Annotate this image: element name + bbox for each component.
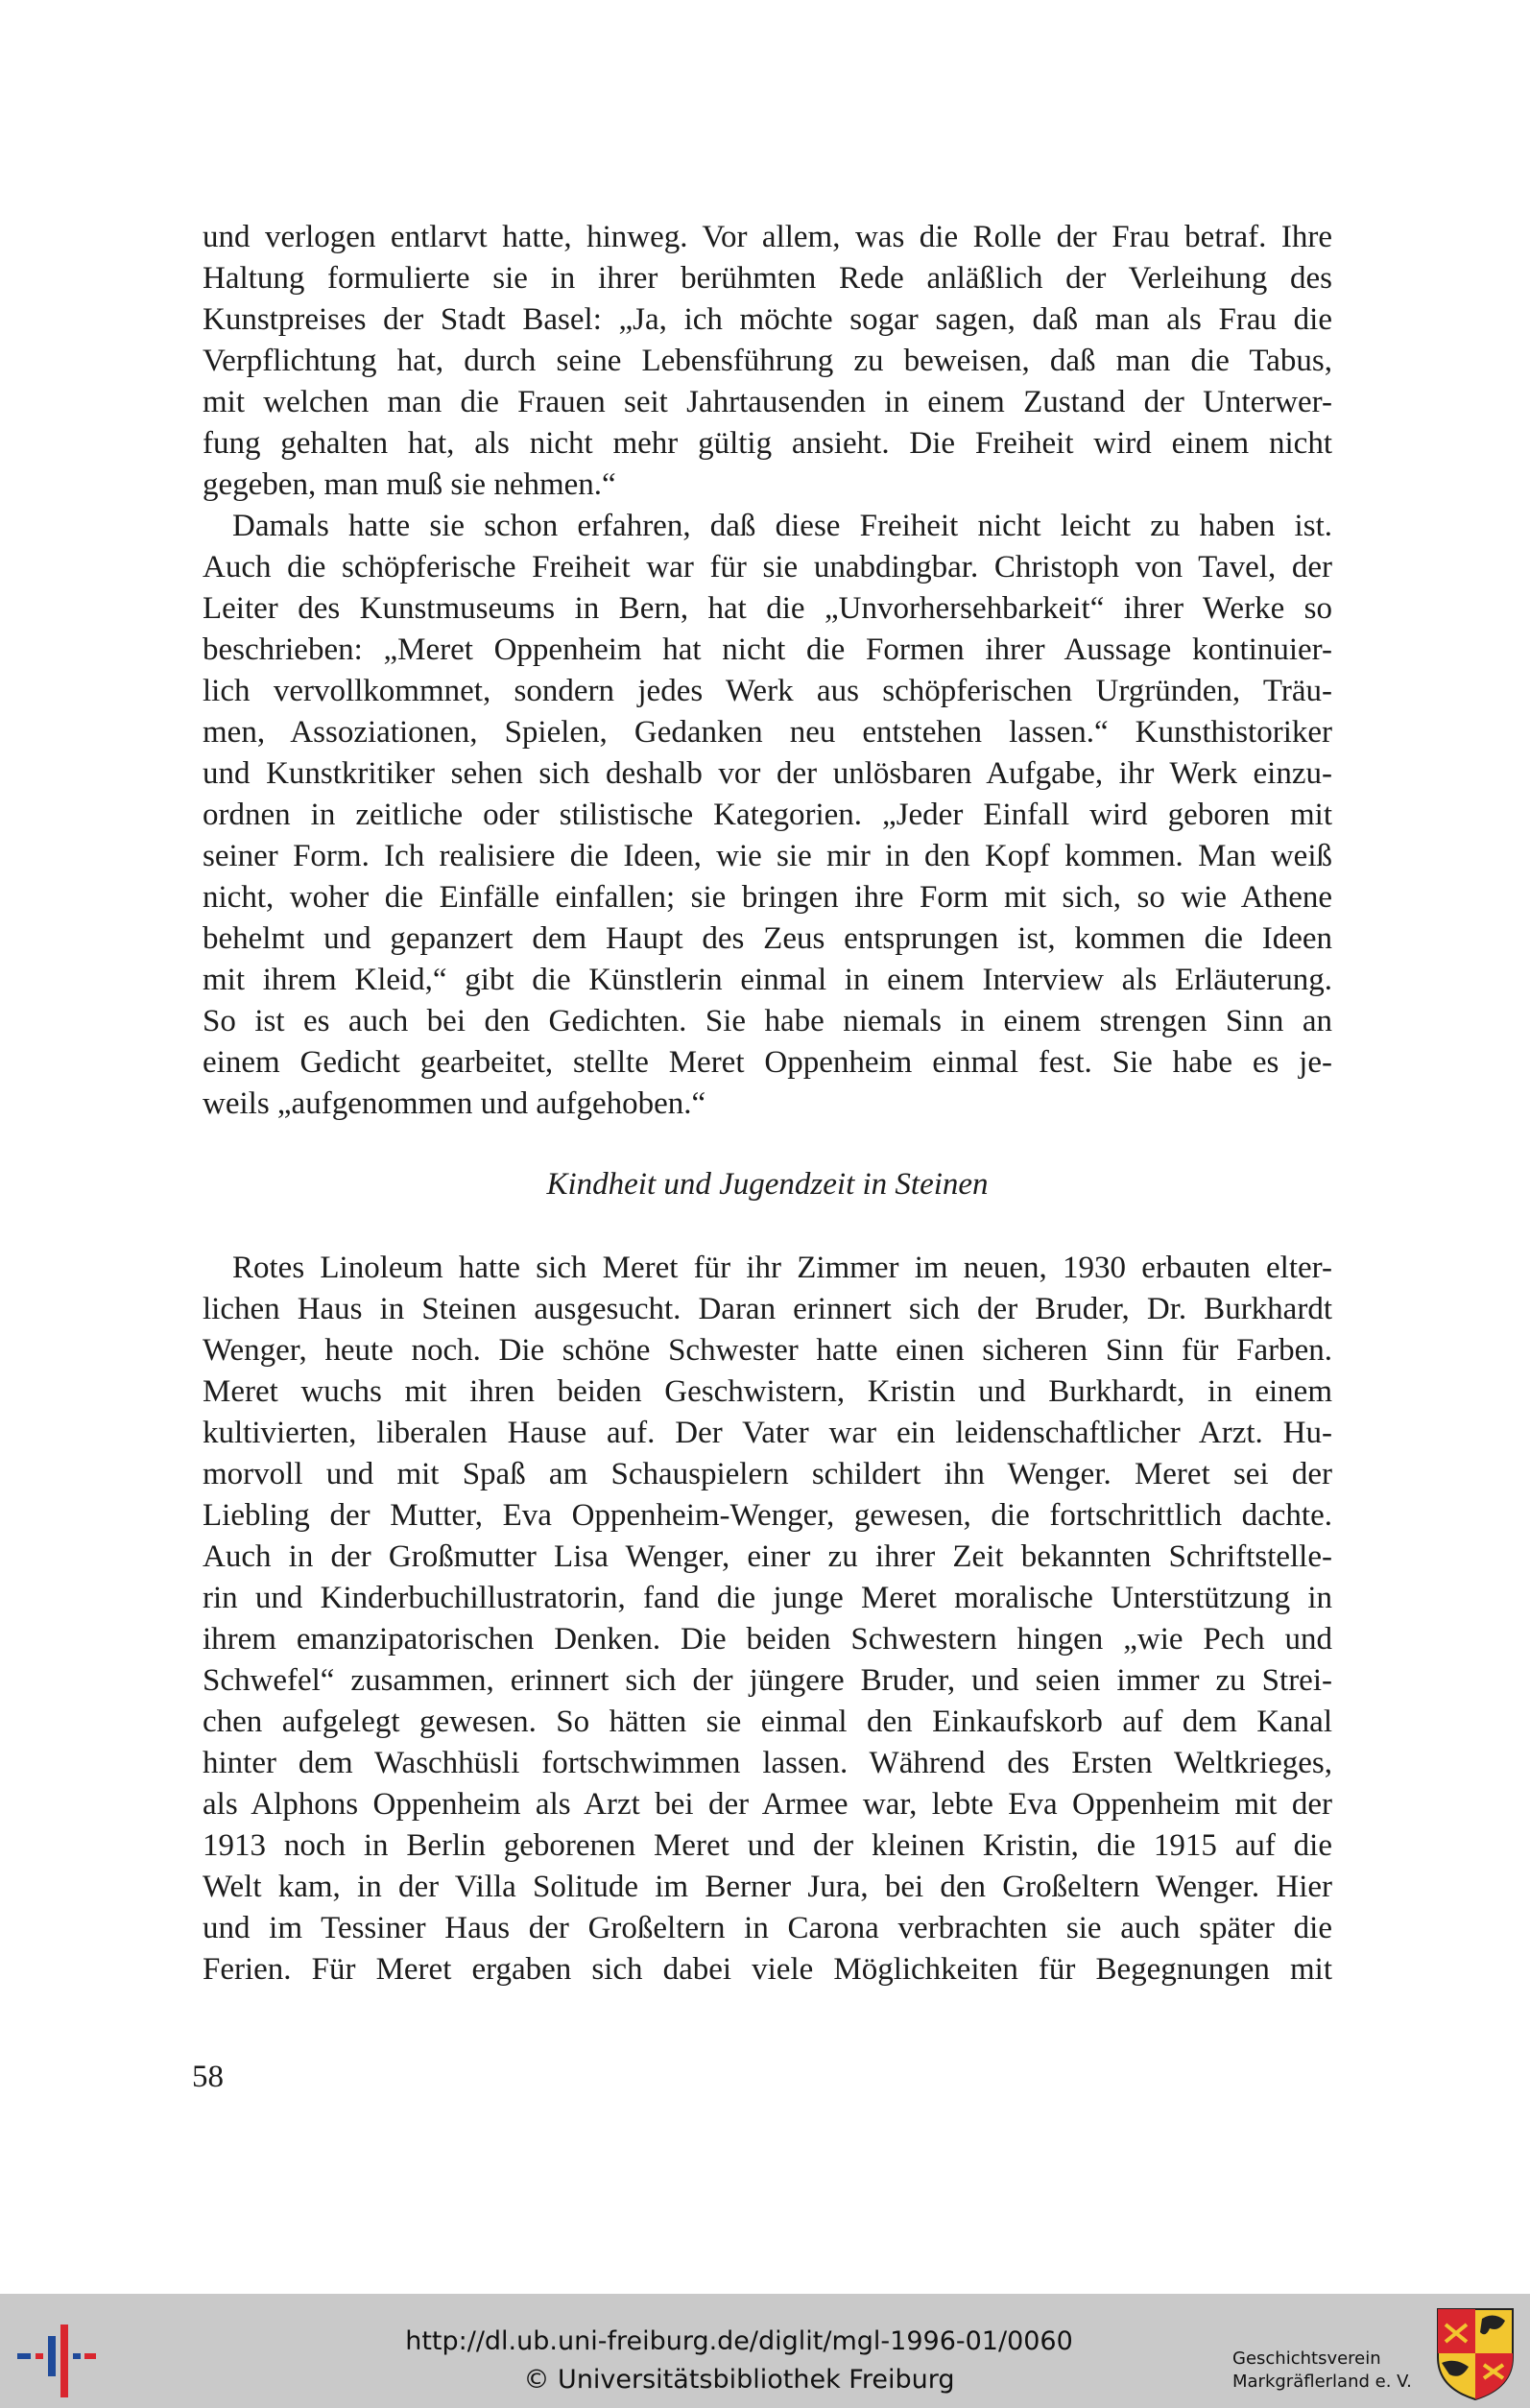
text-line: hinter dem Waschhüsli fortschwimmen lassen. Während des Ersten Weltkrieges, xyxy=(203,1746,1332,1780)
text-line: men, Assoziationen, Spielen, Gedanken neu entstehen lassen.“ Kunsthistoriker xyxy=(203,715,1332,750)
text-line: Schwefel“ zusammen, erinnert sich der jüngere Bruder, und seien immer zu Strei- xyxy=(203,1663,1332,1698)
text-line: und verlogen entlarvt hatte, hinweg. Vor allem, was die Rolle der Frau betraf. Ihre xyxy=(203,220,1332,254)
text-line: Meret wuchs mit ihren beiden Geschwistern, Kristin und Burkhardt, in einem xyxy=(203,1374,1332,1409)
text-line: lich vervollkommnet, sondern jedes Werk aus schöpferischen Urgründen, Träu- xyxy=(203,674,1332,708)
society-name-line1: Geschichtsverein xyxy=(1232,2348,1381,2369)
text-line: fung gehalten hat, als nicht mehr gültig ansieht. Die Freiheit wird einem nicht xyxy=(203,426,1332,461)
text-line: ihrem emanzipatorischen Denken. Die beiden Schwestern hingen „wie Pech und xyxy=(203,1622,1332,1657)
text-line: Leiter des Kunstmuseums in Bern, hat die „Unvorhersehbarkeit“ ihrer Werke so xyxy=(203,591,1332,626)
coat-of-arms-icon xyxy=(1436,2307,1515,2401)
text-line: Kunstpreises der Stadt Basel: „Ja, ich möchte sogar sagen, daß man als Frau die xyxy=(203,302,1332,337)
text-line: mit welchen man die Frauen seit Jahrtausenden in einem Zustand der Unterwer- xyxy=(203,385,1332,419)
text-line: kultivierten, liberalen Hause auf. Der Vater war ein leidenschaftlicher Arzt. Hu- xyxy=(203,1416,1332,1450)
text-line: Auch in der Großmutter Lisa Wenger, einer zu ihrer Zeit bekannten Schriftstelle- xyxy=(203,1539,1332,1574)
text-line: und Kunstkritiker sehen sich deshalb vor der unlösbaren Aufgabe, ihr Werk einzu- xyxy=(203,756,1332,791)
text-line: Ferien. Für Meret ergaben sich dabei viele Möglichkeiten für Begegnungen mit xyxy=(203,1952,1332,1987)
source-url-link[interactable]: http://dl.ub.uni-freiburg.de/diglit/mgl-1996-01/0060 xyxy=(405,2326,1073,2356)
text-line: morvoll und mit Spaß am Schauspielern schildert ihn Wenger. Meret sei der xyxy=(203,1457,1332,1491)
text-line: gegeben, man muß sie nehmen.“ xyxy=(203,467,616,502)
text-line: rin und Kinderbuchillustratorin, fand die junge Meret moralische Unterstützung in xyxy=(203,1581,1332,1615)
text-line: seiner Form. Ich realisiere die Ideen, wie sie mir in den Kopf kommen. Man weiß xyxy=(203,839,1332,873)
text-line: mit ihrem Kleid,“ gibt die Künstlerin einmal in einem Interview als Erläuterung. xyxy=(203,963,1332,997)
section-heading: Kindheit und Jugendzeit in Steinen xyxy=(546,1167,989,1202)
society-name xyxy=(1232,2348,1412,2394)
text-line: einem Gedicht gearbeitet, stellte Meret Oppenheim einmal fest. Sie habe es je- xyxy=(203,1045,1332,1080)
text-line: und im Tessiner Haus der Großeltern in Carona verbrachten sie auch später die xyxy=(203,1911,1332,1945)
society-name-line2: Markgräflerland e. V. xyxy=(1232,2372,1412,2392)
text-line: als Alphons Oppenheim als Arzt bei der Armee war, lebte Eva Oppenheim mit der xyxy=(203,1787,1332,1822)
paragraph-1 xyxy=(203,217,1332,506)
text-line: Welt kam, in der Villa Solitude im Berner Jura, bei den Großeltern Wenger. Hier xyxy=(203,1870,1332,1904)
text-line: Auch die schöpferische Freiheit war für sie unabdingbar. Christoph von Tavel, der xyxy=(203,550,1332,584)
text-line: nicht, woher die Einfälle einfallen; sie bringen ihre Form mit sich, so wie Athene xyxy=(203,880,1332,915)
text-line: lichen Haus in Steinen ausgesucht. Daran erinnert sich der Bruder, Dr. Burkhardt xyxy=(203,1292,1332,1326)
text-line: Wenger, heute noch. Die schöne Schwester hatte einen sicheren Sinn für Farben. xyxy=(203,1333,1332,1368)
text-line: chen aufgelegt gewesen. So hätten sie einmal den Einkaufskorb auf dem Kanal xyxy=(203,1705,1332,1739)
copyright-text: © Universitätsbibliothek Freiburg xyxy=(523,2365,955,2395)
text-line: beschrieben: „Meret Oppenheim hat nicht die Formen ihrer Aussage kontinuier- xyxy=(203,632,1332,667)
text-line: weils „aufgenommen und aufgehoben.“ xyxy=(203,1086,706,1121)
text-line: Haltung formulierte sie in ihrer berühmten Rede anläßlich der Verleihung des xyxy=(203,261,1332,296)
text-line: Damals hatte sie schon erfahren, daß diese Freiheit nicht leicht zu haben ist. xyxy=(232,509,1332,543)
paragraph-3 xyxy=(203,1248,1332,1991)
ub-freiburg-logo-icon xyxy=(17,2325,96,2397)
footer-bar xyxy=(0,2294,1530,2408)
text-line: Rotes Linoleum hatte sich Meret für ihr Zimmer im neuen, 1930 erbauten elter- xyxy=(232,1251,1332,1285)
text-line: ordnen in zeitliche oder stilistische Kategorien. „Jeder Einfall wird geboren mit xyxy=(203,798,1332,832)
text-line: Liebling der Mutter, Eva Oppenheim-Wenger, gewesen, die fortschrittlich dachte. xyxy=(203,1498,1332,1533)
page-number: 58 xyxy=(192,2060,224,2094)
paragraph-2 xyxy=(203,506,1332,1125)
text-line: So ist es auch bei den Gedichten. Sie habe niemals in einem strengen Sinn an xyxy=(203,1004,1332,1038)
text-line: 1913 noch in Berlin geborenen Meret und der kleinen Kristin, die 1915 auf die xyxy=(203,1828,1332,1863)
text-line: Verpflichtung hat, durch seine Lebensführung zu beweisen, daß man die Tabus, xyxy=(203,344,1332,378)
text-line: behelmt und gepanzert dem Haupt des Zeus entsprungen ist, kommen die Ideen xyxy=(203,921,1332,956)
